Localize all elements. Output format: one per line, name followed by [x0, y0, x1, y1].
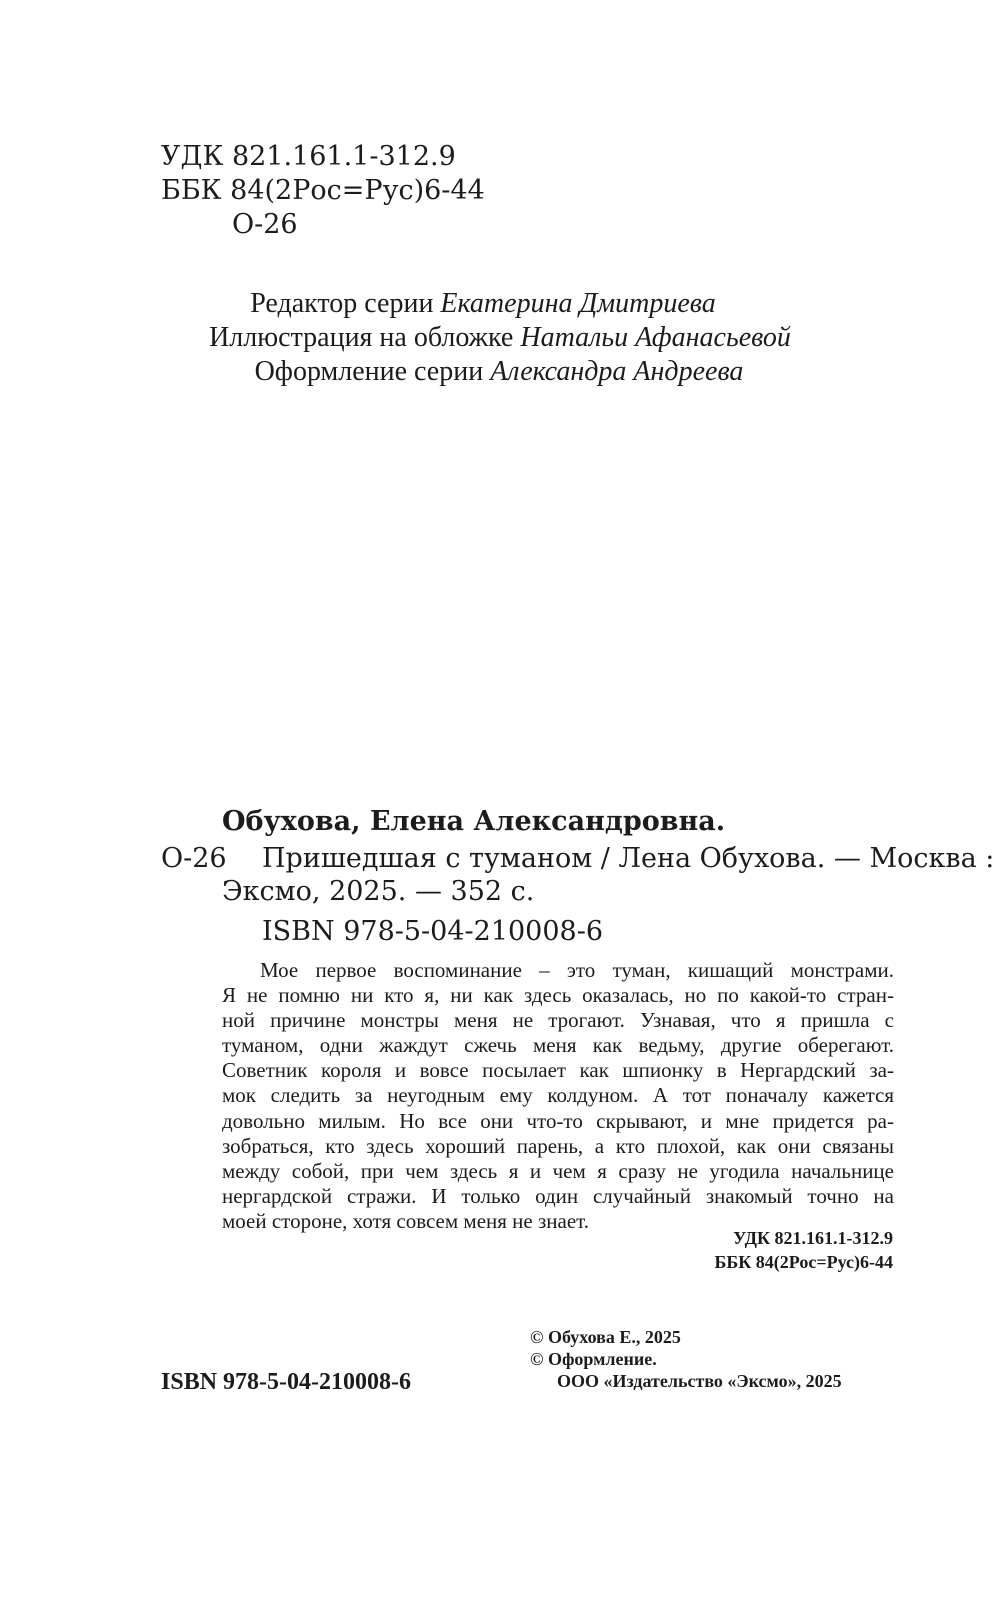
credit-design-role: Оформление серии	[254, 356, 484, 387]
annotation-line: Советник короля и вовсе посылает как шпионку в Нергардский за-	[222, 1058, 894, 1083]
bib-mark: О-26	[161, 843, 227, 874]
bib-author: Обухова, Елена Александровна.	[222, 806, 726, 837]
copyright-author: © Обухова Е., 2025	[530, 1327, 681, 1347]
annotation	[222, 958, 894, 1234]
bib-title-line1: Пришедшая с туманом / Лена Обухова. — Москва :	[262, 843, 995, 874]
credit-illustration-name: Натальи Афанасьевой	[520, 322, 791, 353]
bib-title-line2: Эксмо, 2025. — 352 с.	[222, 876, 535, 907]
annotation-line: моей стороне, хотя совсем меня не знает.	[222, 1208, 590, 1233]
credit-design-name: Александра Андреева	[490, 356, 744, 387]
annotation-line: Я не помню ни кто я, ни как здесь оказалась, но по какой-то стран-	[222, 983, 894, 1008]
credit-illustration-role: Иллюстрация на обложке	[209, 322, 514, 353]
annotation-line: мок следить за неугодным ему колдуном. А тот поначалу кажется	[222, 1083, 894, 1108]
copyright-design: © Оформление.	[530, 1349, 657, 1369]
annotation-line: довольно милым. Но все они что-то скрывают, и мне придется ра-	[222, 1108, 894, 1133]
credit-illustration	[0, 321, 1000, 354]
annotation-udk: УДК 821.161.1-312.9	[733, 1228, 893, 1248]
annotation-line: нергардской стражи. И только один случайный знакомый точно на	[222, 1183, 894, 1208]
annotation-line: Мое первое воспоминание – это туман, кишащий монстрами.	[260, 958, 894, 982]
annotation-line: туманом, одни жаждут сжечь меня как ведьму, другие оберегают.	[222, 1033, 894, 1058]
credit-editor-name: Екатерина Дмитриева	[440, 288, 716, 319]
footer-isbn: ISBN 978-5-04-210008-6	[161, 1369, 411, 1395]
credit-editor-role: Редактор серии	[250, 288, 434, 319]
annotation-line: между собой, при чем здесь я и чем я сразу не угодила начальнице	[222, 1158, 894, 1183]
annotation-bbk: ББК 84(2Рос=Рус)6-44	[714, 1252, 893, 1272]
copyright-publisher: ООО «Издательство «Эксмо», 2025	[557, 1371, 842, 1391]
credit-editor	[0, 287, 983, 320]
bbk-code: ББК 84(2Рос=Рус)6-44	[161, 175, 485, 206]
udk-code: УДК 821.161.1-312.9	[161, 141, 456, 172]
bib-isbn: ISBN 978-5-04-210008-6	[262, 916, 604, 947]
annotation-line: зобраться, кто здесь хороший парень, а кто плохой, как они связаны	[222, 1133, 894, 1158]
annotation-line: ной причине монстры меня не трогают. Узнавая, что я пришла с	[222, 1008, 894, 1033]
author-mark: О-26	[232, 209, 298, 240]
credit-design	[0, 355, 999, 388]
